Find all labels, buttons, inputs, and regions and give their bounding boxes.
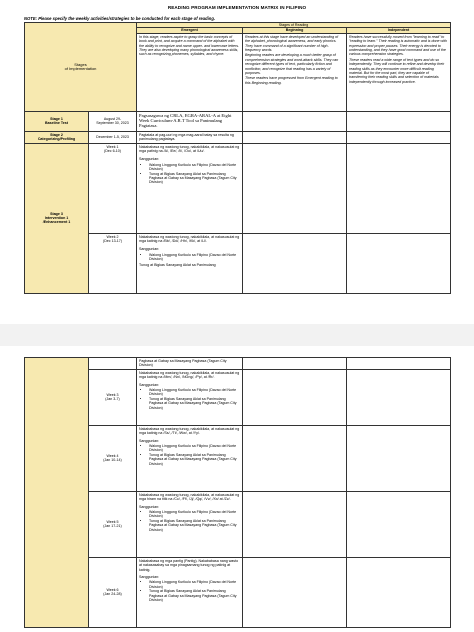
week-6-ref-2: • Tunog at Bigkas Sanayang Aklat sa Panimulang Pagbasa at Gabay sa Masayang Pagbasa (Tagum City Division) [149, 589, 240, 602]
week-5-sanggunian: Sanggunian: [139, 504, 160, 509]
week-1-text: Nakababasa ng wastong tunog, nakakikilala, at nakasusulat ng mga patinig na /A/, /Ee/, /Ii/, /Oo/, at /Uu/. [139, 144, 240, 154]
stage-1-label: Stage 1 Baseline Test [25, 111, 89, 131]
stage-2-content: Pagtatala at pag-uuri ng mga mag-aaral batay sa resulta ng panimulang pagtataya. [137, 131, 243, 143]
stage-1-beginning-cell [243, 111, 347, 131]
week-1-ref-2: • Tunog at Bigkas Sanayang Aklat sa Panimulang Pagbasa at Gabay sa Masayang Pagbasa (Tagum City Division) [149, 172, 240, 185]
week-5-text: Nakababasa ng wastong tunog, nakakikilala, at nakasusulat ng mga hiram na titik na /Cc/, /Ff/, /Jj/, /Qq/, /Vv/, /Xx/ at /Zz/. [139, 492, 240, 502]
stage-3-label: Stage 3 Intervention 1 /Enhancement 1 [25, 143, 89, 293]
stage-2-beginning-cell [243, 131, 347, 143]
beginning-header: Beginning [243, 28, 347, 33]
instruction-note: NOTE: Please specify the weekly activities/strategies to be conducted for each stage of reading. [24, 16, 216, 21]
week-3-independent-cell [347, 369, 451, 425]
week-4-sanggunian: Sanggunian: [139, 438, 160, 443]
emergent-header: Emergent [137, 28, 243, 33]
week-2-continued-beginning-cell [243, 358, 347, 370]
week-3-beginning-cell [243, 369, 347, 425]
week-5-ref-1: • Walong Linggong Kurikulo sa Filipino (Davao del Norte Division) [149, 510, 240, 519]
week-5-content [137, 491, 243, 557]
emergent-description: In this stage, readers aspire to grasp the basic concepts of book and print, and acquire a command of the alphabet with the ability to recognize and name upper- and lowercase letters. They are also developing many phonological awareness skills, such as recognizing phonemes, syllables, and rhyme. [137, 33, 243, 111]
matrix-table-page-1 [24, 22, 451, 294]
stage-2-independent-cell [347, 131, 451, 143]
week-3-text: Nakababasa ng wastong tunog, nakakikilala, at nakasusulat ng mga katinig na /Mm/, /Nn/, /NGng/, /Pp/, at /Rr/. [139, 370, 240, 380]
week-4-content [137, 425, 243, 491]
stage-2-label: Stage 2 Categorizing/Profiling [25, 131, 89, 143]
stages-of-reading-header: Stages of Reading [137, 23, 451, 28]
week-2-continued-independent-cell [347, 358, 451, 370]
beginning-description [243, 33, 347, 111]
week-2-label: Week 2 (Dec 13-17) [89, 233, 137, 293]
week-3-ref-2: • Tunog at Bigkas Sanayang Aklat sa Panimulang Pagbasa at Gabay sa Masayang Pagbasa (Tagum City Division) [149, 397, 240, 410]
independent-description-1: Readers have successfully moved from "learning to read" to "reading to learn." Their reading is automatic and is done with expression and proper pauses. Their energy is devoted to understanding, and they have good command and use of the various comprehension strategies. [349, 34, 447, 57]
beginning-description-1: Readers at this stage have developed an understanding of the alphabet, phonological awareness, and early phonics. They have command of a significant number of high-frequency words. [245, 34, 339, 53]
week-2-tail: Tunog at Bigkas Sanayang Aklat sa Panimulang [139, 262, 216, 267]
week-1-independent-cell [347, 143, 451, 233]
week-6-independent-cell [347, 557, 451, 627]
stage-2-date: December 1-5, 2023 [89, 131, 137, 143]
week-4-ref-1: • Walong Linggong Kurikulo sa Filipino (Davao del Norte Division) [149, 444, 240, 453]
week-3-ref-1: • Walong Linggong Kurikulo sa Filipino (Davao del Norte Division) [149, 388, 240, 397]
week-6-ref-1: • Walong Linggong Kurikulo sa Filipino (Davao del Norte Division) [149, 580, 240, 589]
week-6-beginning-cell [243, 557, 347, 627]
week-1-beginning-cell [243, 143, 347, 233]
stage-3-continued-cell [25, 358, 89, 628]
matrix-table-page-2 [24, 357, 451, 628]
stage-1-date: August 29- September 30, 2023 [89, 111, 137, 131]
week-2-content [137, 233, 243, 293]
independent-header: Independent [347, 28, 451, 33]
week-2-ref-1: • Walong Linggong Kurikulo sa Filipino (Davao del Norte Division) [149, 253, 240, 262]
week-6-sanggunian: Sanggunian: [139, 575, 160, 580]
beginning-description-2: Beginning readers are developing a much better grasp of comprehension strategies and word-attack skills. They can recognize different types of text, particularly fiction and nonfiction, and recognize that reading has a variety of purposes. [245, 53, 339, 76]
week-1-sanggunian: Sanggunian: [139, 157, 160, 162]
week-2-continued-label [89, 358, 137, 370]
stage-1-content: Pagsasagawa ng CRLA, EGRA-ARAL-A at Eight Week Curriculum-A.R.T Tool sa Panimulang Pagtatasa. [137, 111, 243, 131]
week-5-label: Week 5 (Jan 17-21) [89, 491, 137, 557]
week-2-continued-content: Pagbasa at Gabay sa Masayang Pagbasa (Tagum City Division) [137, 358, 243, 370]
independent-description [347, 33, 451, 111]
week-3-label: Week 3 (Jan 3-7) [89, 369, 137, 425]
week-2-beginning-cell [243, 233, 347, 293]
week-3-sanggunian: Sanggunian: [139, 382, 160, 387]
stage-1-independent-cell [347, 111, 451, 131]
stages-of-implementation-header: Stages of Implementation [25, 23, 137, 112]
page-separator [0, 324, 474, 346]
week-1-content [137, 143, 243, 233]
week-4-beginning-cell [243, 425, 347, 491]
beginning-description-3: These readers have progressed from Emergent reading to this Beginning reading. [245, 76, 338, 85]
week-2-sanggunian: Sanggunian: [139, 247, 160, 252]
week-6-content [137, 557, 243, 627]
independent-description-2: These readers read a wide range of text types and do so independently. They will continue to refine and develop their reading skills as they encounter more difficult reading material. But for the most part, they are capable of transferring their reading skills and selection of materials independently through increased practice. [349, 57, 445, 84]
week-4-ref-2: • Tunog at Bigkas Sanayang Aklat sa Panimulang Pagbasa at Gabay sa Masayang Pagbasa (Tagum City Division) [149, 453, 240, 466]
week-5-beginning-cell [243, 491, 347, 557]
week-6-label: Week 6 (Jan 24-28) [89, 557, 137, 627]
week-4-label: Week 4 (Jan 10-14) [89, 425, 137, 491]
week-5-independent-cell [347, 491, 451, 557]
week-1-label: Week 1 (Dec 6-10) [89, 143, 137, 233]
week-1-ref-1: • Walong Linggong Kurikulo sa Filipino (Davao del Norte Division) [149, 163, 240, 172]
week-3-content [137, 369, 243, 425]
week-2-independent-cell [347, 233, 451, 293]
week-5-ref-2: • Tunog at Bigkas Sanayang Aklat sa Panimulang Pagbasa at Gabay sa Masayang Pagbasa (Tagum City Division) [149, 519, 240, 532]
week-2-text: Nakababasa ng wastong tunog, nakakikilala, at nakasusulat ng mga katinig na /Bb/, /Dd/, /Hh/, /Kk/, at /Ll/. [139, 234, 240, 244]
week-6-text: Nakababasa ng mga pantig (Pantig). Nakababasa nang wasto at nakasasabay sa mga pinagsamang tunog ng patinig at katinig. [139, 558, 239, 572]
week-4-independent-cell [347, 425, 451, 491]
document-title: READING PROGRAM IMPLEMENTATION MATRIX IN FILIPINO [167, 5, 307, 10]
week-4-text: Nakababasa ng wastong tunog, nakakikilala, at nakasusulat ng mga katinig na /Ss/, /Tt/, /Ww/, at /Yy/. [139, 426, 240, 436]
